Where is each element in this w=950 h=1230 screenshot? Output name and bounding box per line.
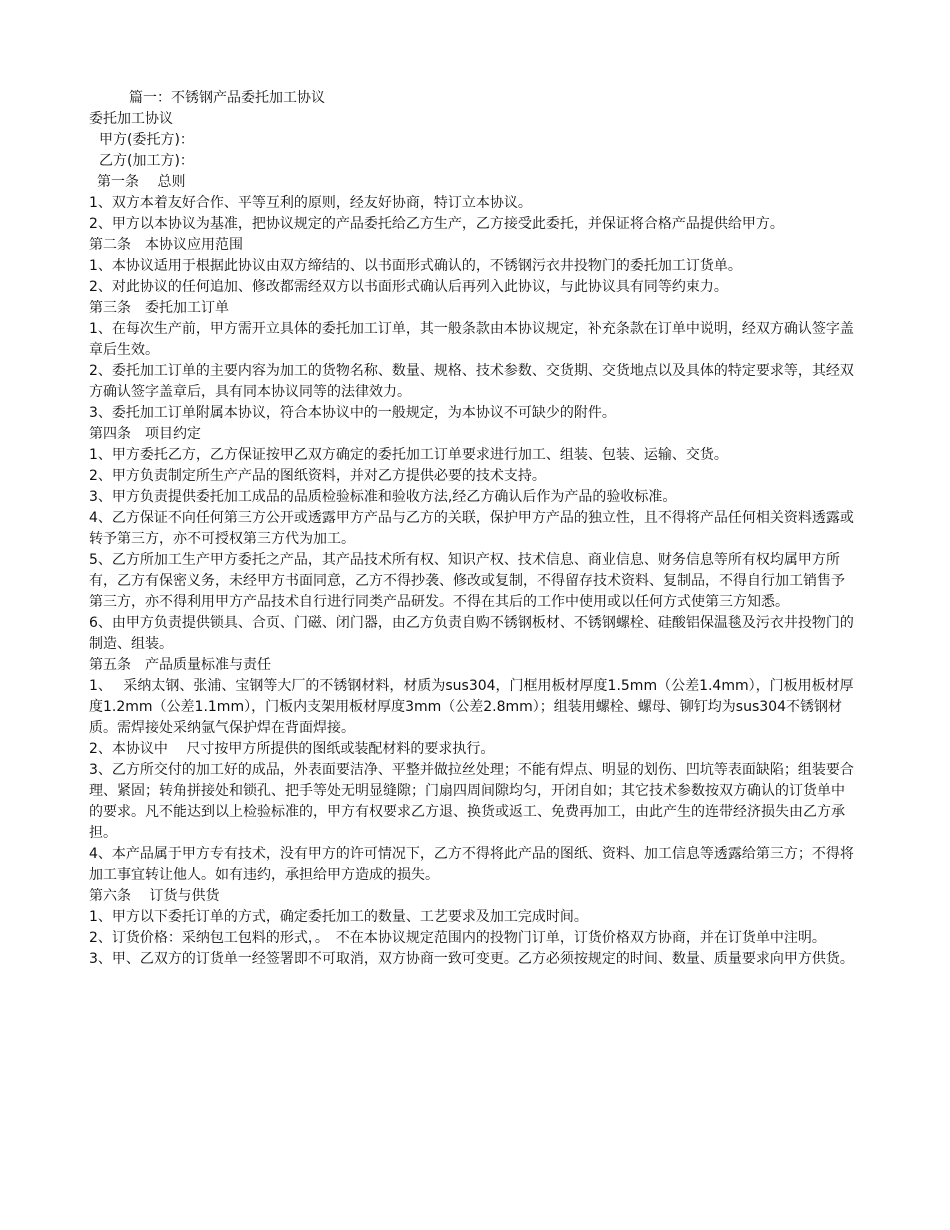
article-3-heading: 第三条 委托加工订单	[89, 300, 229, 316]
article-6-clause-3: 3、甲、乙双方的订货单一经签署即不可取消，双方协商一致可变更。乙方必须按规定的时间、数量、质量要求向甲方供货。	[89, 951, 854, 967]
article-5-clause-4: 4、本产品属于甲方专有技术，没有甲方的许可情况下，乙方不得将此产品的图纸、资料、加工信息等透露给第三方；不得将加工事宜转让他人。如有违约，承担给甲方造成的损失。	[89, 846, 854, 883]
article-2-clause-1: 1、本协议适用于根据此协议由双方缔结的、以书面形式确认的，不锈钢污衣井投物门的委托加工订货单。	[89, 258, 742, 274]
party-a-line: 甲方(委托方)：	[99, 132, 194, 148]
article-1-clause-2: 2、甲方以本协议为基准，把协议规定的产品委托给乙方生产，乙方接受此委托，并保证将合格产品提供给甲方。	[89, 216, 784, 232]
article-6-heading: 第六条 订货与供货	[89, 888, 220, 904]
article-1-heading: 第一条 总则	[97, 174, 186, 190]
article-3-clause-1: 1、在每次生产前，甲方需开立具体的委托加工订单，其一般条款由本协议规定，补充条款在订单中说明，经双方确认签字盖章后生效。	[89, 321, 854, 358]
article-3-clause-2: 2、委托加工订单的主要内容为加工的货物名称、数量、规格、技术参数、交货期、交货地点以及具体的特定要求等，其经双方确认签字盖章后，具有同本协议同等的法律效力。	[89, 363, 854, 400]
article-1-clause-1: 1、双方本着友好合作、平等互利的原则，经友好协商，特订立本协议。	[89, 195, 532, 211]
article-5-heading: 第五条 产品质量标准与责任	[89, 657, 271, 673]
article-4-heading: 第四条 项目约定	[89, 426, 201, 442]
article-6-clause-1: 1、甲方以下委托订单的方式，确定委托加工的数量、工艺要求及加工完成时间。	[89, 909, 588, 925]
article-4-clause-5: 5、乙方所加工生产甲方委托之产品，其产品技术所有权、知识产权、技术信息、商业信息、财务信息等所有权均属甲方所有，乙方有保密义务，未经甲方书面同意，乙方不得抄袭、修改或复制，不得留存技术资料、复制品，不得自行加工销售予第三方，亦不得利用甲方产品技术自行进行同类产品研发。不得在其后的工作中使用或以任何方式使第三方知悉。	[89, 552, 845, 610]
article-3-clause-3: 3、委托加工订单附属本协议，符合本协议中的一般规定，为本协议不可缺少的附件。	[89, 405, 616, 421]
article-5-clause-1: 1、 采纳太钢、张浦、宝钢等大厂的不锈钢材料，材质为sus304，门框用板材厚度1.5mm（公差1.4mm），门板用板材厚度1.2mm（公差1.1mm），门板内支架用板材厚度3mm（公差2.8mm）；组装用螺栓、螺母、铆钉均为sus304不锈钢材质。需焊接处采纳氩气保护焊在背面焊接。	[89, 678, 854, 736]
article-2-heading: 第二条 本协议应用范围	[89, 237, 243, 253]
agreement-heading: 委托加工协议	[89, 111, 173, 127]
document-title: 篇一：不锈钢产品委托加工协议	[129, 90, 325, 106]
article-5-clause-2: 2、本协议中 尺寸按甲方所提供的图纸或装配材料的要求执行。	[89, 741, 495, 757]
article-4-clause-2: 2、甲方负责制定所生产产品的图纸资料，并对乙方提供必要的技术支持。	[89, 468, 546, 484]
article-6-clause-2: 2、订货价格：采纳包工包料的形式，。 不在本协议规定范围内的投物门订单，订货价格双方协商，并在订货单中注明。	[89, 930, 826, 946]
article-4-clause-1: 1、甲方委托乙方，乙方保证按甲乙双方确定的委托加工订单要求进行加工、组装、包装、运输、交货。	[89, 447, 728, 463]
article-4-clause-6: 6、由甲方负责提供锁具、合页、门磁、闭门器，由乙方负责自购不锈钢板材、不锈钢螺栓、硅酸铝保温毯及污衣井投物门的制造、组装。	[89, 615, 854, 652]
party-b-line: 乙方(加工方)：	[99, 153, 194, 169]
article-2-clause-2: 2、对此协议的任何追加、修改都需经双方以书面形式确认后再列入此协议，与此协议具有同等约束力。	[89, 279, 728, 295]
article-5-clause-3: 3、乙方所交付的加工好的成品，外表面要洁净、平整并做拉丝处理；不能有焊点、明显的划伤、凹坑等表面缺陷；组装要合理、紧固；转角拼接处和锁孔、把手等处无明显缝隙；门扇四周间隙均匀，开闭自如；其它技术参数按双方确认的订货单中的要求。凡不能达到以上检验标准的，甲方有权要求乙方退、换货或返工、免费再加工，由此产生的连带经济损失由乙方承担。	[89, 762, 854, 841]
article-4-clause-4: 4、乙方保证不向任何第三方公开或透露甲方产品与乙方的关联，保护甲方产品的独立性，且不得将产品任何相关资料透露或转予第三方，亦不可授权第三方代为加工。	[89, 510, 854, 547]
article-4-clause-3: 3、甲方负责提供委托加工成品的品质检验标准和验收方法,经乙方确认后作为产品的验收标准。	[89, 489, 677, 505]
